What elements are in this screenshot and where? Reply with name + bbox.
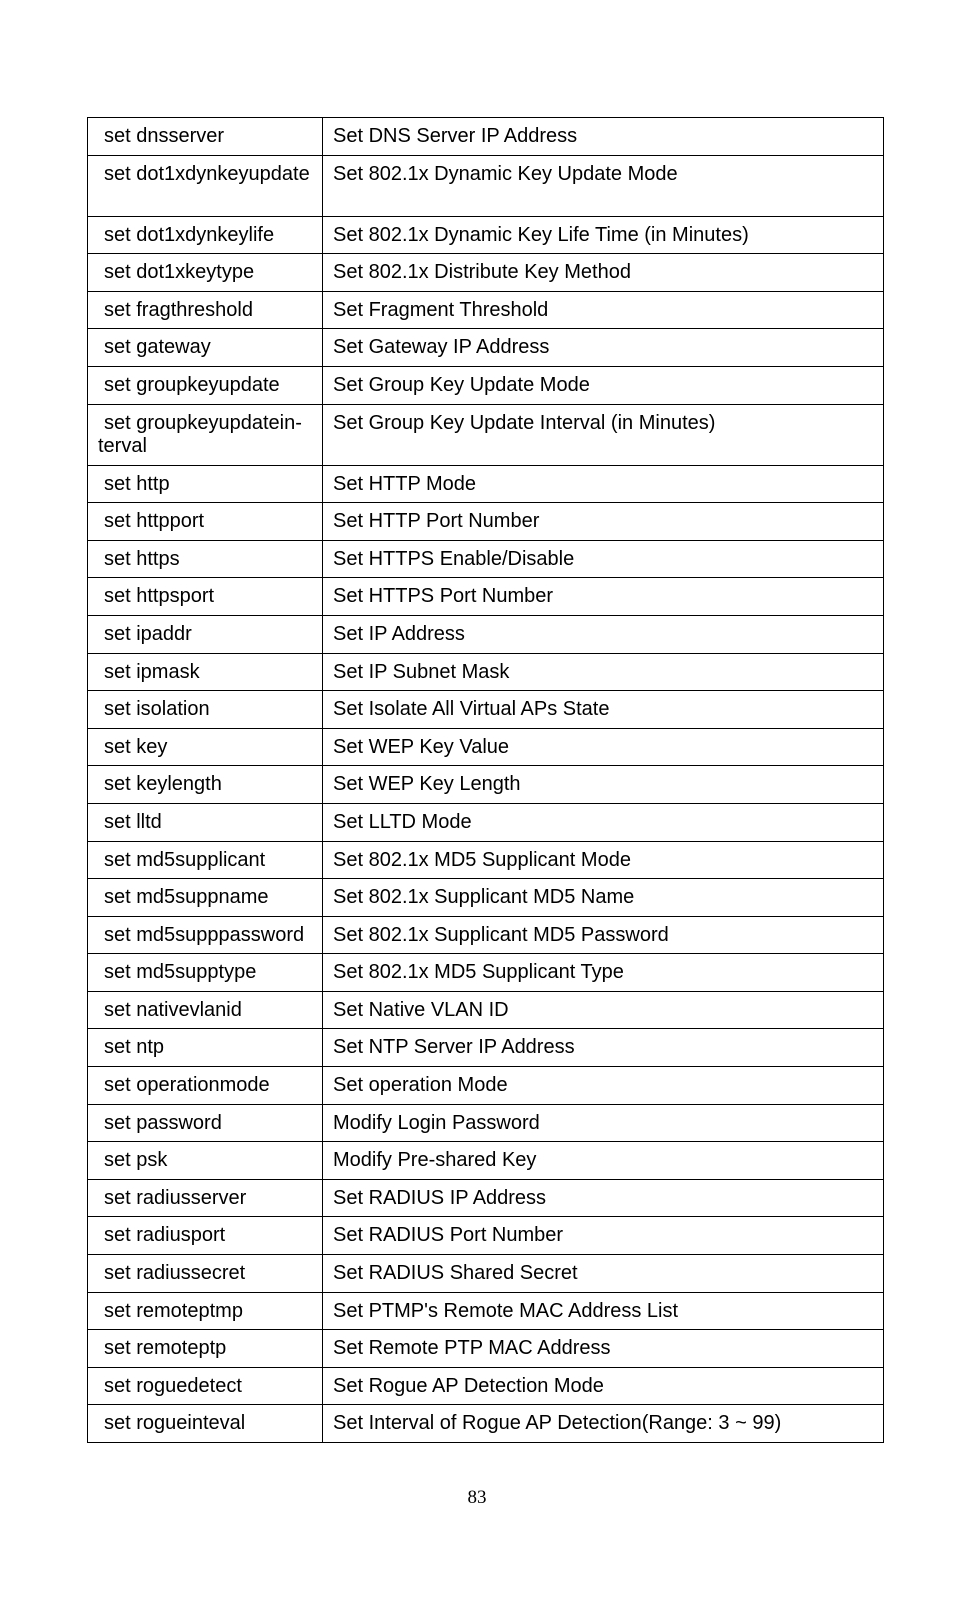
description-cell: Set Interval of Rogue AP Detection(Range: 3 ~ 99) xyxy=(323,1405,884,1443)
description-cell: Set Rogue AP Detection Mode xyxy=(323,1367,884,1405)
table-row xyxy=(88,1029,884,1067)
table-row xyxy=(88,728,884,766)
command-text: set dot1xdynkeyupdate xyxy=(104,162,310,185)
table-row xyxy=(88,291,884,329)
table-row xyxy=(88,1104,884,1142)
table-row xyxy=(88,615,884,653)
command-cell: set nativevlanid xyxy=(88,991,323,1029)
command-cell: set https xyxy=(88,540,323,578)
command-cell: set ipaddr xyxy=(88,615,323,653)
command-cell: set remoteptmp xyxy=(88,1292,323,1330)
table-row xyxy=(88,366,884,404)
command-cell: set ntp xyxy=(88,1029,323,1067)
table-row xyxy=(88,1330,884,1368)
description-cell: Set RADIUS Port Number xyxy=(323,1217,884,1255)
table-row xyxy=(88,991,884,1029)
command-table xyxy=(87,117,884,1443)
table-row xyxy=(88,691,884,729)
table-row xyxy=(88,1405,884,1443)
table-row xyxy=(88,1067,884,1105)
table-row xyxy=(88,1179,884,1217)
table-row xyxy=(88,653,884,691)
table-row xyxy=(88,155,884,216)
table-row xyxy=(88,578,884,616)
table-row xyxy=(88,954,884,992)
description-cell: Set PTMP's Remote MAC Address List xyxy=(323,1292,884,1330)
description-cell: Set NTP Server IP Address xyxy=(323,1029,884,1067)
command-cell: set httpsport xyxy=(88,578,323,616)
table-row xyxy=(88,540,884,578)
description-cell: Set 802.1x MD5 Supplicant Type xyxy=(323,954,884,992)
description-cell: Set RADIUS Shared Secret xyxy=(323,1255,884,1293)
description-cell: Set 802.1x Supplicant MD5 Password xyxy=(323,916,884,954)
table-row xyxy=(88,118,884,156)
command-cell: set gateway xyxy=(88,329,323,367)
table-row xyxy=(88,1217,884,1255)
description-cell: Set WEP Key Length xyxy=(323,766,884,804)
description-cell: Set Fragment Threshold xyxy=(323,291,884,329)
description-cell: Set 802.1x Supplicant MD5 Name xyxy=(323,879,884,917)
description-cell: Set Group Key Update Mode xyxy=(323,366,884,404)
table-row xyxy=(88,803,884,841)
command-cell: set remoteptp xyxy=(88,1330,323,1368)
command-cell: set psk xyxy=(88,1142,323,1180)
command-cell: set key xyxy=(88,728,323,766)
description-cell: Set HTTPS Enable/Disable xyxy=(323,540,884,578)
command-cell: set md5supplicant xyxy=(88,841,323,879)
description-cell: Set Remote PTP MAC Address xyxy=(323,1330,884,1368)
description-cell: Set 802.1x MD5 Supplicant Mode xyxy=(323,841,884,879)
description-cell: Set DNS Server IP Address xyxy=(323,118,884,156)
command-cell: set password xyxy=(88,1104,323,1142)
command-cell: set md5supppassword xyxy=(88,916,323,954)
table-row xyxy=(88,503,884,541)
command-cell: set lltd xyxy=(88,803,323,841)
command-cell: set dnsserver xyxy=(88,118,323,156)
table-row xyxy=(88,254,884,292)
command-cell: set radiusserver xyxy=(88,1179,323,1217)
command-cell: set roguedetect xyxy=(88,1367,323,1405)
command-cell: set isolation xyxy=(88,691,323,729)
command-cell: set keylength xyxy=(88,766,323,804)
command-cell: set dot1xkeytype xyxy=(88,254,323,292)
description-cell: Set Isolate All Virtual APs State xyxy=(323,691,884,729)
description-cell: Set operation Mode xyxy=(323,1067,884,1105)
table-row xyxy=(88,1367,884,1405)
description-cell: Set Gateway IP Address xyxy=(323,329,884,367)
description-cell: Set LLTD Mode xyxy=(323,803,884,841)
command-cell: set rogueinteval xyxy=(88,1405,323,1443)
command-cell: set httpport xyxy=(88,503,323,541)
description-cell: Modify Pre-shared Key xyxy=(323,1142,884,1180)
description-cell: Set WEP Key Value xyxy=(323,728,884,766)
command-cell: set operationmode xyxy=(88,1067,323,1105)
command-cell: set md5suppname xyxy=(88,879,323,917)
description-cell: Set IP Address xyxy=(323,615,884,653)
table-row xyxy=(88,1292,884,1330)
description-cell: Set Native VLAN ID xyxy=(323,991,884,1029)
description-cell: Set Group Key Update Interval (in Minutes) xyxy=(323,404,884,465)
description-cell: Set HTTP Port Number xyxy=(323,503,884,541)
description-cell: Set RADIUS IP Address xyxy=(323,1179,884,1217)
command-text: set groupkeyupdatein-terval xyxy=(98,411,302,457)
table-row xyxy=(88,766,884,804)
command-cell xyxy=(88,404,323,465)
description-cell: Set 802.1x Dynamic Key Update Mode xyxy=(323,155,884,216)
command-cell: set dot1xdynkeylife xyxy=(88,216,323,254)
table-row xyxy=(88,1255,884,1293)
description-cell: Set 802.1x Distribute Key Method xyxy=(323,254,884,292)
command-cell: set radiusport xyxy=(88,1217,323,1255)
table-row xyxy=(88,404,884,465)
command-cell: set md5supptype xyxy=(88,954,323,992)
command-cell: set ipmask xyxy=(88,653,323,691)
table-row xyxy=(88,879,884,917)
command-cell: set fragthreshold xyxy=(88,291,323,329)
table-row xyxy=(88,465,884,503)
table-row xyxy=(88,216,884,254)
table-row xyxy=(88,916,884,954)
table-row xyxy=(88,1142,884,1180)
description-cell: Set IP Subnet Mask xyxy=(323,653,884,691)
description-cell: Modify Login Password xyxy=(323,1104,884,1142)
command-cell: set radiussecret xyxy=(88,1255,323,1293)
command-cell: set http xyxy=(88,465,323,503)
table-row xyxy=(88,329,884,367)
description-cell: Set 802.1x Dynamic Key Life Time (in Minutes) xyxy=(323,216,884,254)
table-row xyxy=(88,841,884,879)
command-cell: set groupkeyupdate xyxy=(88,366,323,404)
description-cell: Set HTTPS Port Number xyxy=(323,578,884,616)
page-number: 83 xyxy=(467,1487,487,1508)
command-cell xyxy=(88,155,323,216)
description-cell: Set HTTP Mode xyxy=(323,465,884,503)
